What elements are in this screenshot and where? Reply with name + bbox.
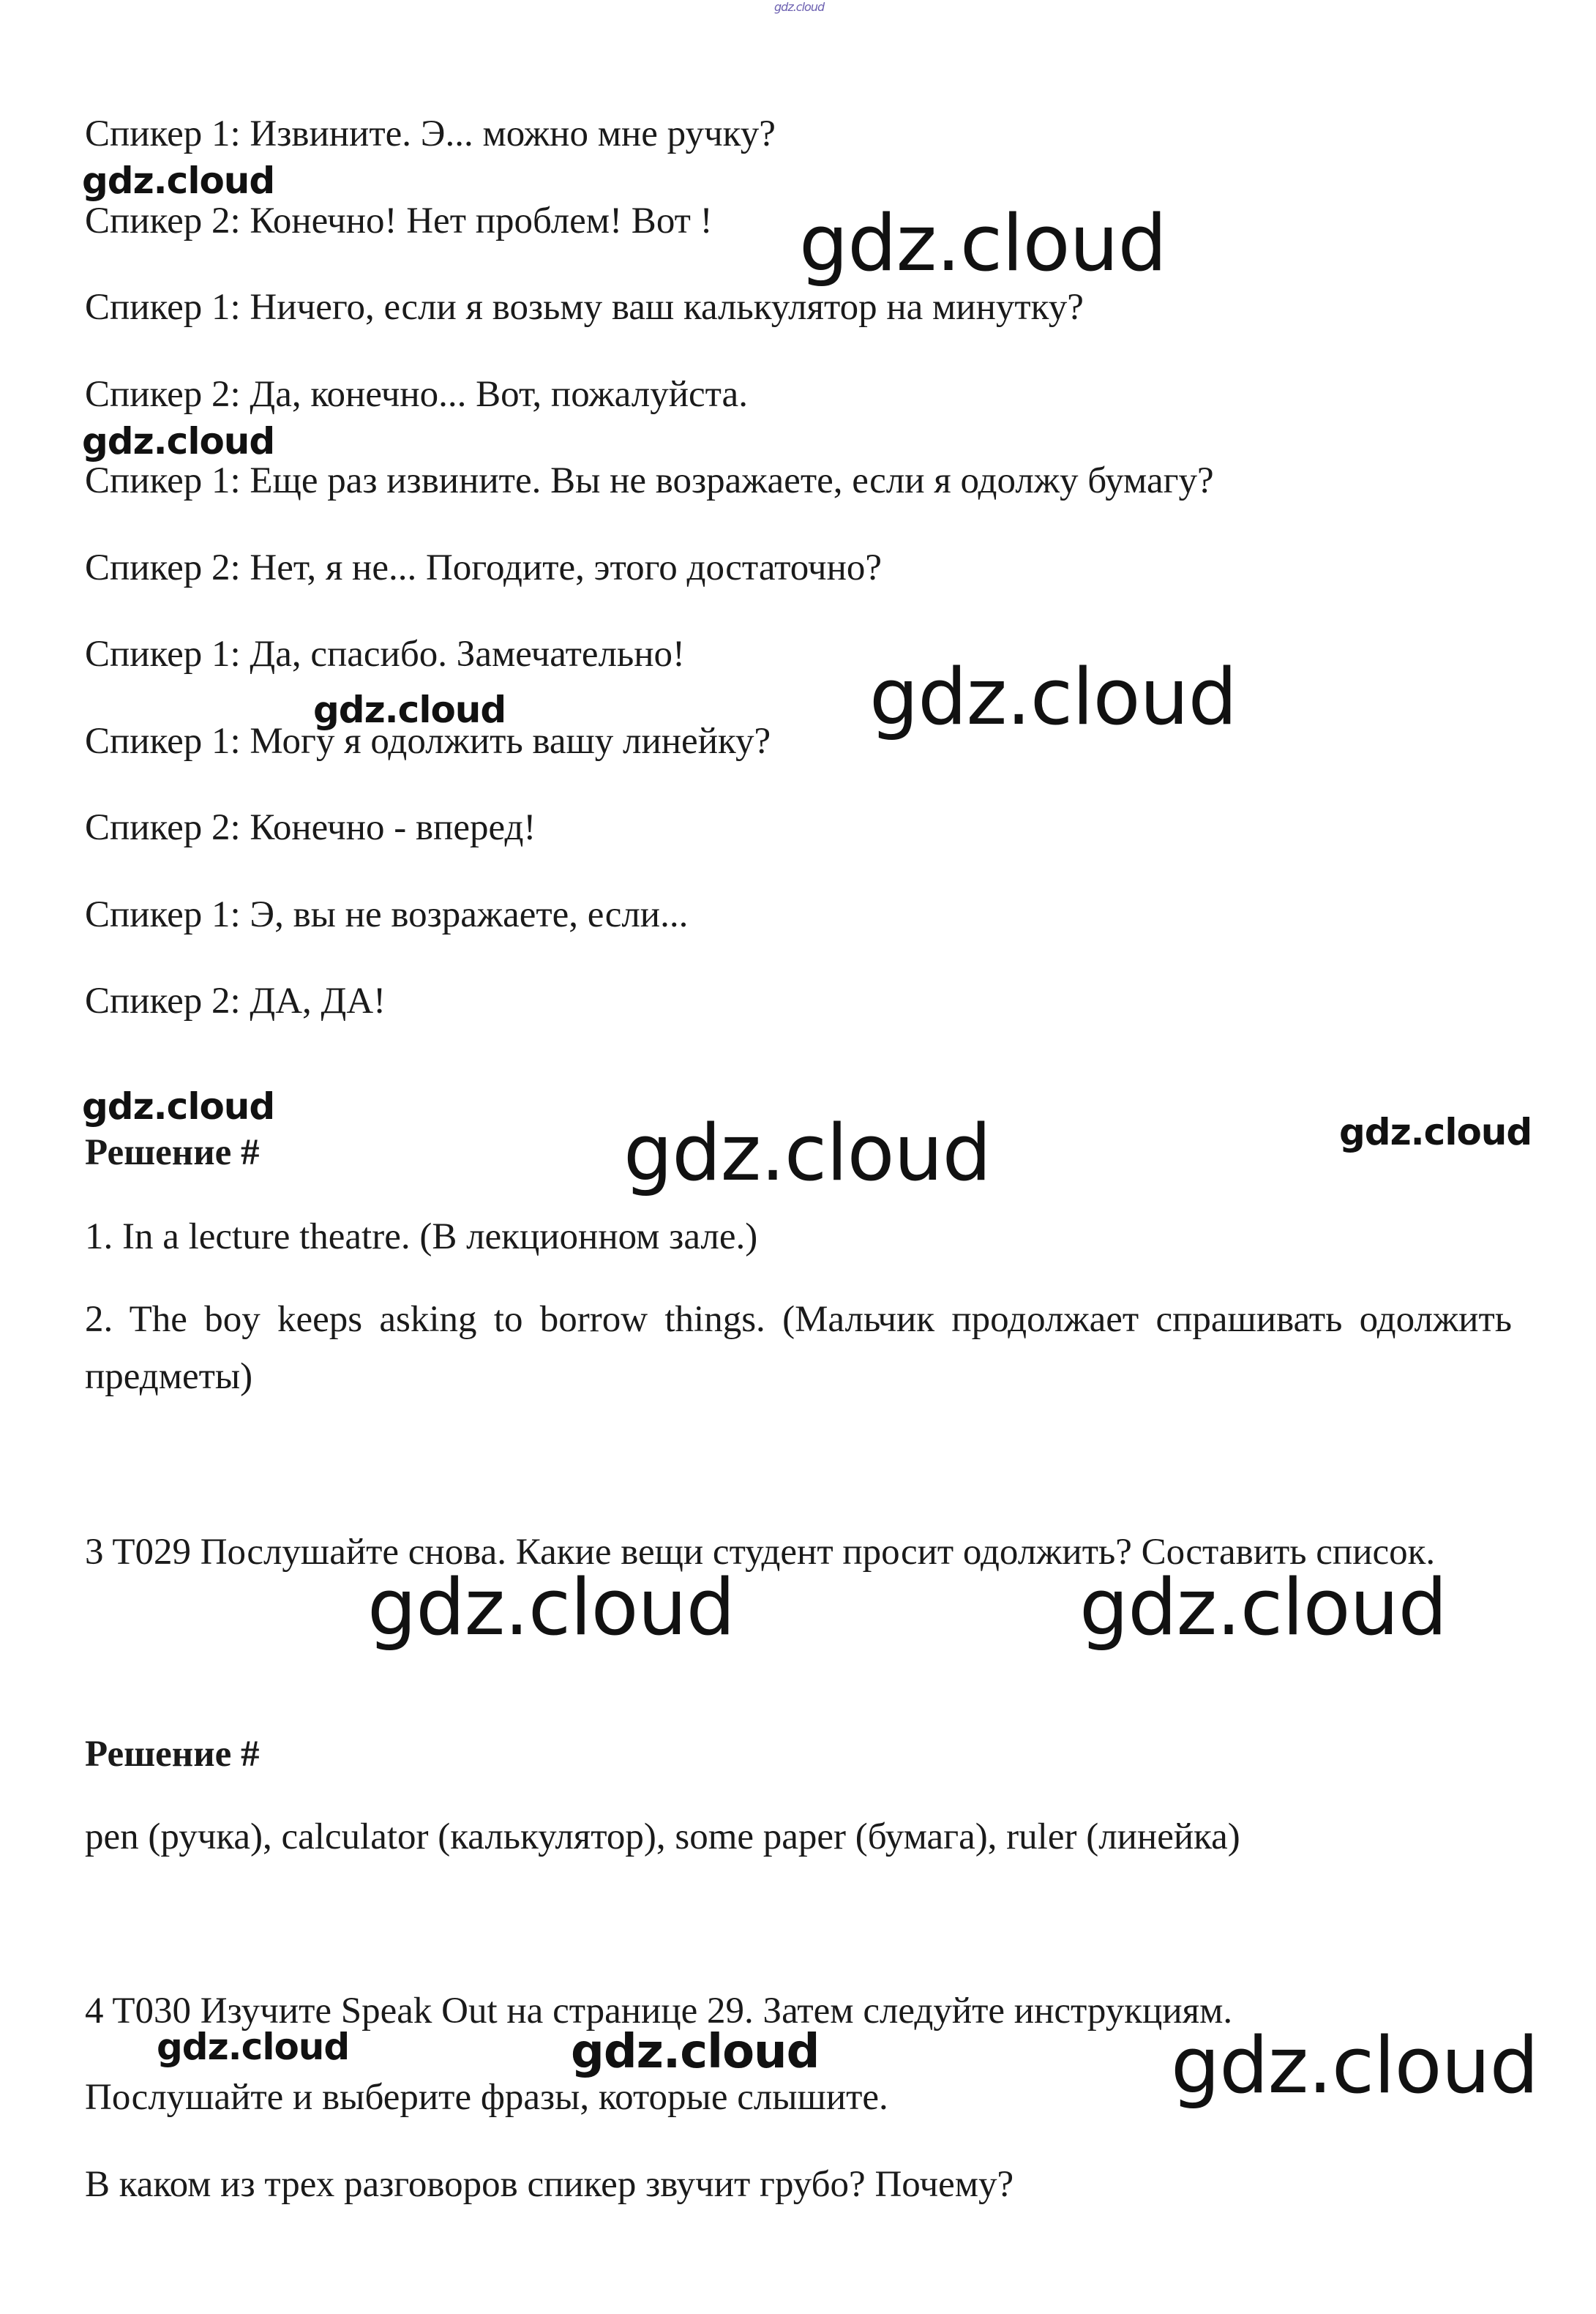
watermark-medium-1: gdz.cloud [571,2025,820,2079]
dialogue-line-3: Спикер 1: Ничего, если я возьму ваш калькулятор на минутку? [85,287,1084,328]
watermark-large-4: gdz.cloud [367,1562,735,1652]
watermark-small-5: gdz.cloud [1339,1111,1532,1153]
solution-2-answer: pen (ручка), calculator (калькулятор), some paper (бумага), ruler (линейка) [85,1816,1240,1857]
dialogue-line-11: Спикер 2: ДА, ДА! [85,981,386,1022]
solution-heading-2: Решение # [85,1734,260,1775]
watermark-small-2: gdz.cloud [82,420,275,463]
watermark-small-1: gdz.cloud [82,160,275,202]
solution-1-answer-1: 1. In a lecture theatre. (В лекционном зале.) [85,1216,758,1257]
dialogue-line-9: Спикер 2: Конечно - вперед! [85,807,536,848]
task-4-line-2: Послушайте и выберите фразы, которые слышите. [85,2077,888,2118]
dialogue-line-7: Спикер 1: Да, спасибо. Замечательно! [85,634,685,675]
dialogue-line-5: Спикер 1: Еще раз извините. Вы не возражаете, если я одолжу бумагу? [85,460,1214,501]
dialogue-line-10: Спикер 1: Э, вы не возражаете, если... [85,894,689,935]
watermark-small-6: gdz.cloud [157,2026,350,2068]
watermark-top: gdz.cloud [774,0,825,14]
task-4-line-3: В каком из трех разговоров спикер звучит грубо? Почему? [85,2164,1014,2205]
watermark-large-3: gdz.cloud [623,1108,991,1198]
watermark-large-6: gdz.cloud [1171,2021,1538,2111]
watermark-large-2: gdz.cloud [869,652,1237,742]
task-3-text: 3 T029 Послушайте снова. Какие вещи студент просит одолжить? Составить список. [85,1532,1436,1573]
dialogue-line-6: Спикер 2: Нет, я не... Погодите, этого достаточно? [85,547,883,588]
dialogue-line-2: Спикер 2: Конечно! Нет проблем! Вот ! [85,201,713,241]
solution-1-answer-2: 2. The boy keeps asking to borrow things. (Мальчик продолжает спрашивать одолжить предметы) [85,1299,1512,1397]
watermark-large-5: gdz.cloud [1079,1562,1447,1652]
watermark-small-3: gdz.cloud [313,689,506,731]
solution-heading-1: Решение # [85,1132,260,1173]
dialogue-line-1: Спикер 1: Извините. Э... можно мне ручку? [85,113,776,154]
task-4-line-1: 4 T030 Изучите Speak Out на странице 29. Затем следуйте инструкциям. [85,1991,1233,2032]
watermark-large-1: gdz.cloud [799,198,1166,288]
dialogue-line-4: Спикер 2: Да, конечно... Вот, пожалуйста. [85,374,748,415]
watermark-small-4: gdz.cloud [82,1085,275,1128]
dialogue-line-8: Спикер 1: Могу я одолжить вашу линейку? [85,721,771,762]
